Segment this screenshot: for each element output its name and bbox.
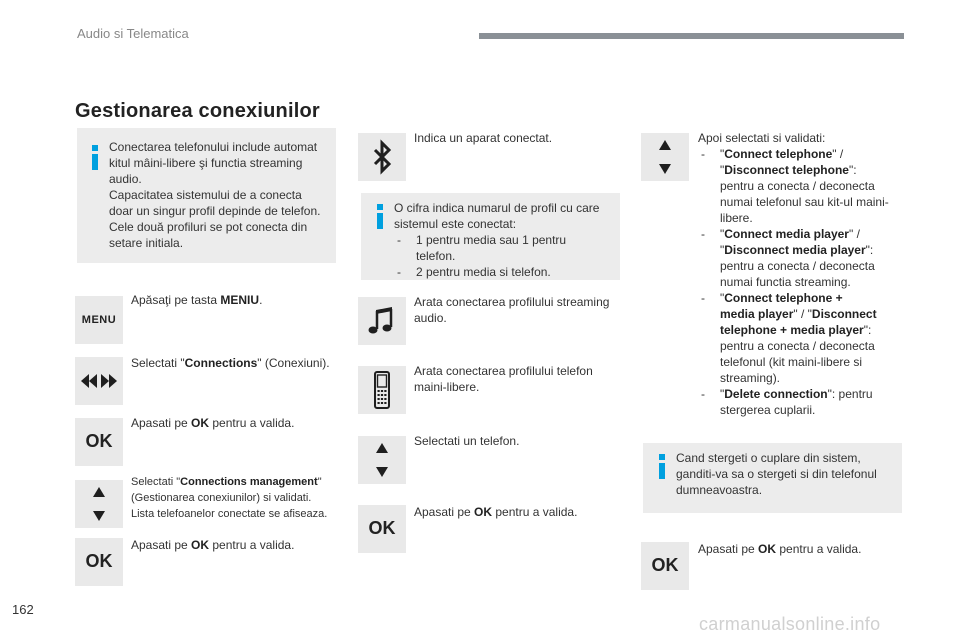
info-note-text: Conectarea telefonului include automat kitul mâini-libere şi functia streaming audio. Capacitatea sistemului de a conecta doar un singur profil depinde de telefon. Cele două profiluri se pot conecta din setare initiala. (109, 140, 321, 250)
up-down-buttons[interactable] (641, 133, 689, 181)
connection-option: - "Delete connection": pentru stergerea cuplarii. (701, 387, 873, 417)
header-bar (479, 33, 904, 39)
info-note-col2 (361, 193, 620, 280)
info-note-text: O cifra indica numarul de profil cu care sistemul este conectat: - 1 pentru media sau 1 pentru telefon. - 2 pentru media si telefon. (394, 200, 616, 280)
ok-button[interactable] (75, 538, 123, 586)
seek-arrows-icon (75, 357, 123, 405)
step-validate: Apasati pe OK pentru a valida. (414, 505, 578, 519)
seek-buttons[interactable] (75, 357, 123, 405)
connection-option: - "Connect telephone" / "Disconnect telephone": pentru a conecta / deconecta numai telefonul sau kit-ul maini- libere. (701, 147, 889, 225)
up-down-buttons[interactable] (358, 436, 406, 484)
ok-button[interactable] (358, 505, 406, 553)
up-down-arrows-icon (75, 480, 123, 528)
page-number: 162 (12, 602, 34, 617)
bluetooth-icon (358, 133, 406, 181)
bluetooth-indicator (358, 133, 406, 181)
watermark: carmanualsonline.info (699, 614, 881, 634)
info-note-col3 (643, 443, 902, 513)
info-note-text: Cand stergeti o cuplare din sistem, ganditi-va sa o stergeti si din telefonul dumneavoastra. (676, 451, 877, 497)
step-validate: Apasati pe OK pentru a valida. (131, 416, 295, 430)
bluetooth-desc: Indica un aparat conectat. (414, 131, 553, 145)
up-down-arrows-icon (358, 436, 406, 484)
phone-icon (358, 366, 406, 414)
section-title: Audio si Telematica (77, 26, 189, 41)
connection-options-intro: Apoi selectati si validati: (698, 131, 826, 145)
menu-button-label: MENU (81, 314, 117, 326)
page-title: Gestionarea conexiunilor (75, 100, 320, 122)
ok-button-label: OK (651, 555, 679, 575)
step-validate: Apasati pe OK pentru a valida. (698, 542, 862, 556)
streaming-desc: Arata conectarea profilului streaming audio. (414, 295, 610, 325)
ok-button[interactable] (641, 542, 689, 590)
connection-option: - "Connect media player" / "Disconnect media player": pentru a conecta / deconecta numai functia streaming. (701, 227, 875, 289)
ok-button-label: OK (368, 518, 396, 538)
up-down-buttons[interactable] (75, 480, 123, 528)
connection-option: - "Connect telephone + media player" / "Disconnect telephone + media player": pentru a conecta / deconecta telefonul (kit maini-libere si streaming). (701, 291, 877, 385)
handsfree-desc: Arata conectarea profilului telefon maini-libere. (414, 364, 593, 394)
list-item: - 2 pentru media si telefon. (397, 265, 551, 279)
handsfree-indicator (358, 366, 406, 414)
list-item: - 1 pentru media sau 1 pentru telefon. (397, 233, 567, 263)
connection-options-list (698, 146, 908, 418)
up-down-arrows-icon (641, 133, 689, 181)
menu-button[interactable] (75, 296, 123, 344)
info-note-col1 (77, 128, 336, 263)
step-validate: Apasati pe OK pentru a valida. (131, 538, 295, 552)
connection-options (698, 130, 908, 418)
streaming-indicator (358, 297, 406, 345)
step-connections-management: Selectati "Connections management" (Gestionarea conexiunilor) si validati. Lista telefoanelor conectate se afiseaza. (131, 476, 328, 520)
ok-button-label: OK (85, 551, 113, 571)
step-select-phone: Selectati un telefon. (414, 434, 520, 448)
music-note-icon (358, 297, 406, 345)
ok-button-label: OK (85, 431, 113, 451)
step-select-connections: Selectati "Connections" (Conexiuni). (131, 356, 330, 370)
step-press-menu: Apăsaţi pe tasta MENIU. (131, 293, 263, 307)
ok-button[interactable] (75, 418, 123, 466)
